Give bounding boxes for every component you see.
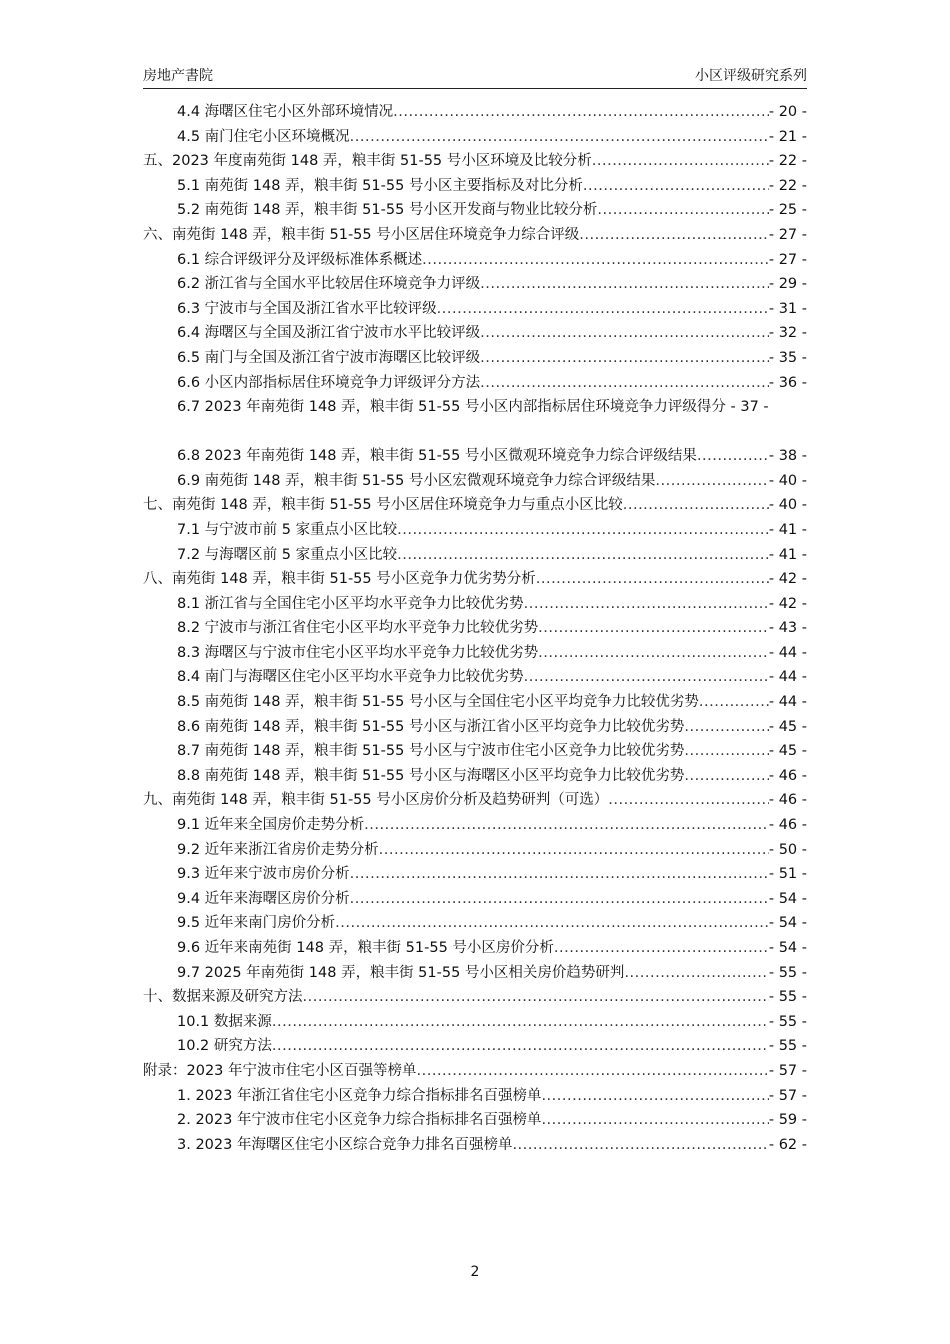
toc-entry-title: 5.1 南苑街 148 弄，粮丰街 51-55 号小区主要指标及对比分析 xyxy=(177,177,583,194)
toc-entry-title: 8.4 南门与海曙区住宅小区平均水平竞争力比较优劣势 xyxy=(177,669,524,686)
toc-entry-page: - 55 - xyxy=(768,1038,807,1055)
toc-entry-title: 6.3 宁波市与全国及浙江省水平比较评级 xyxy=(177,300,437,317)
toc-entry-title: 7.1 与宁波市前 5 家重点小区比较 xyxy=(177,521,398,538)
toc-dot-leader xyxy=(597,198,768,223)
toc-entry[interactable] xyxy=(143,1034,807,1059)
toc-dot-leader xyxy=(684,764,768,789)
toc-dot-leader xyxy=(480,346,769,371)
toc-entry-title: 6.8 2023 年南苑街 148 弄，粮丰街 51-55 号小区微观环境竞争力综合评级结果 xyxy=(177,448,697,465)
toc-entry-title: 6.9 南苑街 148 弄，粮丰街 51-55 号小区宏微观环境竞争力综合评级结果 xyxy=(177,472,656,489)
toc-entry[interactable] xyxy=(143,198,807,223)
toc-dot-leader xyxy=(335,911,769,936)
toc-entry-page: - 55 - xyxy=(768,964,807,981)
toc-dot-leader xyxy=(624,961,768,986)
toc-entry[interactable] xyxy=(143,346,807,371)
toc-dot-leader xyxy=(541,1108,768,1133)
toc-entry[interactable] xyxy=(143,936,807,961)
toc-entry-page: - 41 - xyxy=(768,521,807,538)
toc-entry-page: - 32 - xyxy=(768,325,807,342)
toc-dot-leader xyxy=(579,223,769,248)
toc-entry-page: - 42 - xyxy=(768,571,807,588)
toc-entry-title: 九、南苑街 148 弄，粮丰街 51-55 号小区房价分析及趋势研判（可选） xyxy=(143,792,609,809)
toc-entry-title: 7.2 与海曙区前 5 家重点小区比较 xyxy=(177,546,398,563)
toc-dot-leader xyxy=(536,567,769,592)
toc-dot-leader xyxy=(480,272,769,297)
toc-entry[interactable] xyxy=(143,788,807,813)
toc-dot-leader xyxy=(538,616,769,641)
toc-entry[interactable] xyxy=(143,690,807,715)
toc-entry-page: - 54 - xyxy=(768,940,807,956)
toc-entry[interactable] xyxy=(143,616,807,641)
toc-entry[interactable] xyxy=(143,297,807,322)
toc-entry-title: 6.1 综合评级评分及评级标准体系概述 xyxy=(177,251,423,268)
toc-dot-leader xyxy=(350,125,769,150)
toc-entry-title: 1. 2023 年浙江省住宅小区竞争力综合指标排名百强榜单 xyxy=(177,1087,542,1104)
toc-entry[interactable] xyxy=(143,493,807,518)
toc-dot-leader xyxy=(272,1010,769,1035)
toc-entry-page: - 57 - xyxy=(768,1087,807,1104)
toc-entry[interactable] xyxy=(143,715,807,740)
toc-entry[interactable] xyxy=(143,739,807,764)
toc-entry-page: - 44 - xyxy=(768,694,807,711)
toc-entry-page: - 22 - xyxy=(768,153,807,170)
toc-entry[interactable] xyxy=(143,764,807,789)
toc-dot-leader xyxy=(393,100,769,125)
toc-entry-title: 9.7 2025 年南苑街 148 弄，粮丰街 51-55 号小区相关房价趋势研判 xyxy=(177,964,625,981)
toc-dot-leader xyxy=(422,248,769,273)
toc-entry-page: - 41 - xyxy=(768,546,807,563)
toc-entry[interactable] xyxy=(143,125,807,150)
toc-entry-title: 8.2 宁波市与浙江省住宅小区平均水平竞争力比较优劣势 xyxy=(177,620,539,637)
toc-entry[interactable] xyxy=(143,444,807,469)
toc-entry-title: 五、2023 年度南苑街 148 弄，粮丰街 51-55 号小区环境及比较分析 xyxy=(143,153,592,170)
toc-entry-title: 附录：2023 年宁波市住宅小区百强等榜单 xyxy=(143,1062,417,1079)
toc-entry-title: 8.6 南苑街 148 弄，粮丰街 51-55 号小区与浙江省小区平均竞争力比较优劣势 xyxy=(177,718,685,735)
toc-entry-title: 9.5 近年来南门房价分析 xyxy=(177,915,336,932)
toc-dot-leader xyxy=(437,297,769,322)
toc-entry-page: - 38 - xyxy=(768,448,807,465)
toc-entry-title: 9.3 近年来宁波市房价分析 xyxy=(177,866,350,883)
page-header xyxy=(143,66,807,89)
toc-entry-page: - 29 - xyxy=(768,276,807,293)
toc-entry[interactable] xyxy=(143,395,807,444)
toc-entry[interactable] xyxy=(143,1059,807,1084)
toc-entry-page: - 22 - xyxy=(768,177,807,194)
toc-entry-title: 2. 2023 年宁波市住宅小区竞争力综合指标排名百强榜单 xyxy=(177,1112,542,1129)
toc-entry-page: - 42 - xyxy=(768,595,807,612)
toc-entry-title: 六、南苑街 148 弄，粮丰街 51-55 号小区居住环境竞争力综合评级 xyxy=(143,226,580,243)
toc-dot-leader xyxy=(512,1133,768,1158)
toc-entry-page: - 55 - xyxy=(768,989,807,1006)
toc-entry-title: 8.5 南苑街 148 弄，粮丰街 51-55 号小区与全国住宅小区平均竞争力比较优劣势 xyxy=(177,694,699,711)
table-of-contents xyxy=(143,100,807,1157)
toc-entry-page: - 50 - xyxy=(768,841,807,858)
toc-entry[interactable] xyxy=(143,248,807,273)
toc-entry-title: 6.5 南门与全国及浙江省宁波市海曙区比较评级 xyxy=(177,349,481,366)
toc-entry-title: 9.2 近年来浙江省房价走势分析 xyxy=(177,841,379,858)
toc-dot-leader xyxy=(397,518,769,543)
toc-entry-page: - 40 - xyxy=(768,472,807,489)
toc-dot-leader xyxy=(554,936,769,961)
toc-entry[interactable] xyxy=(143,321,807,346)
toc-dot-leader xyxy=(592,149,769,174)
toc-entry-page: - 57 - xyxy=(768,1062,807,1079)
toc-entry[interactable] xyxy=(143,1108,807,1133)
toc-entry-title: 9.4 近年来海曙区房价分析 xyxy=(177,890,350,907)
toc-entry-title: 6.6 小区内部指标居住环境竞争力评级评分方法 xyxy=(177,374,481,391)
toc-entry[interactable] xyxy=(143,862,807,887)
toc-dot-leader xyxy=(697,444,769,469)
toc-dot-leader xyxy=(541,1084,768,1109)
toc-dot-leader xyxy=(623,493,769,518)
toc-dot-leader xyxy=(524,665,769,690)
toc-entry-page: - 44 - xyxy=(768,669,807,686)
toc-entry-page: - 43 - xyxy=(768,620,807,637)
toc-entry[interactable] xyxy=(143,1133,807,1158)
toc-entry[interactable] xyxy=(143,543,807,568)
toc-entry-title: 4.5 南门住宅小区环境概况 xyxy=(177,128,350,145)
toc-dot-leader xyxy=(397,543,769,568)
toc-entry-title: 8.3 海曙区与宁波市住宅小区平均水平竞争力比较优劣势 xyxy=(177,644,539,661)
toc-entry[interactable] xyxy=(143,911,807,936)
toc-entry-page: - 21 - xyxy=(768,128,807,145)
toc-entry[interactable] xyxy=(143,838,807,863)
toc-entry-page: - 44 - xyxy=(768,644,807,661)
toc-dot-leader xyxy=(583,174,769,199)
toc-entry-page: - 45 - xyxy=(768,743,807,760)
toc-entry-page: - 27 - xyxy=(768,251,807,268)
toc-entry-page: - 31 - xyxy=(768,300,807,317)
toc-entry[interactable] xyxy=(143,100,807,125)
toc-entry-title: 十、数据来源及研究方法 xyxy=(143,989,303,1006)
toc-entry-title: 10.2 研究方法 xyxy=(177,1038,272,1055)
toc-entry-title: 8.7 南苑街 148 弄，粮丰街 51-55 号小区与宁波市住宅小区竞争力比较优劣势 xyxy=(177,743,685,760)
toc-dot-leader xyxy=(538,641,769,666)
toc-entry[interactable] xyxy=(143,469,807,494)
toc-dot-leader xyxy=(379,838,769,863)
toc-dot-leader xyxy=(684,715,768,740)
toc-entry-page: - 55 - xyxy=(768,1013,807,1030)
toc-dot-leader xyxy=(524,592,769,617)
toc-entry[interactable] xyxy=(143,567,807,592)
toc-entry-title: 8.1 浙江省与全国住宅小区平均水平竞争力比较优劣势 xyxy=(177,595,524,612)
toc-entry-page: - 40 - xyxy=(768,497,807,514)
toc-entry-title: 七、南苑街 148 弄，粮丰街 51-55 号小区居住环境竞争力与重点小区比较 xyxy=(143,497,623,514)
toc-entry[interactable] xyxy=(143,174,807,199)
toc-dot-leader xyxy=(303,985,769,1010)
toc-entry-page: - 45 - xyxy=(768,718,807,735)
toc-entry[interactable] xyxy=(143,149,807,174)
toc-entry[interactable] xyxy=(143,1084,807,1109)
toc-dot-leader xyxy=(655,469,768,494)
toc-dot-leader xyxy=(364,813,769,838)
toc-entry[interactable] xyxy=(143,371,807,396)
toc-entry-title: 4.4 海曙区住宅小区外部环境情况 xyxy=(177,104,394,120)
toc-entry[interactable] xyxy=(143,887,807,912)
toc-entry-title: 6.2 浙江省与全国水平比较居住环境竞争力评级 xyxy=(177,276,481,293)
toc-entry-title: 10.1 数据来源 xyxy=(177,1013,272,1030)
toc-entry-page: - 54 - xyxy=(768,890,807,907)
toc-entry-page: - 20 - xyxy=(768,104,807,120)
toc-entry[interactable] xyxy=(143,665,807,690)
toc-entry[interactable] xyxy=(143,641,807,666)
toc-entry[interactable] xyxy=(143,518,807,543)
toc-dot-leader xyxy=(350,887,769,912)
toc-dot-leader xyxy=(480,371,769,396)
toc-dot-leader xyxy=(272,1034,769,1059)
toc-entry-page: - 36 - xyxy=(768,374,807,391)
toc-entry[interactable] xyxy=(143,1010,807,1035)
toc-entry-title: 3. 2023 年海曙区住宅小区综合竞争力排名百强榜单 xyxy=(177,1136,513,1153)
toc-entry-page: - 51 - xyxy=(768,866,807,883)
toc-entry-page: - 62 - xyxy=(768,1136,807,1153)
toc-entry[interactable] xyxy=(143,985,807,1010)
header-publisher: 房地产書院 xyxy=(143,68,213,84)
toc-entry-page: - 46 - xyxy=(768,817,807,834)
toc-entry[interactable] xyxy=(143,961,807,986)
toc-entry-page: - 25 - xyxy=(768,202,807,219)
toc-dot-leader xyxy=(417,1059,769,1084)
toc-dot-leader xyxy=(684,739,768,764)
toc-entry-title: 8.8 南苑街 148 弄，粮丰街 51-55 号小区与海曙区小区平均竞争力比较优劣势 xyxy=(177,767,685,784)
toc-entry[interactable] xyxy=(143,223,807,248)
toc-entry-title: 6.4 海曙区与全国及浙江省宁波市水平比较评级 xyxy=(177,325,481,342)
toc-entry-page: - 46 - xyxy=(768,767,807,784)
toc-entry-title: 9.1 近年来全国房价走势分析 xyxy=(177,817,365,834)
toc-entry[interactable] xyxy=(143,272,807,297)
header-series-title: 小区评级研究系列 xyxy=(695,68,807,84)
toc-entry[interactable] xyxy=(143,592,807,617)
toc-entry-page: - 46 - xyxy=(768,792,807,809)
toc-dot-leader xyxy=(699,690,769,715)
toc-dot-leader xyxy=(480,321,769,346)
toc-entry-title: 八、南苑街 148 弄，粮丰街 51-55 号小区竞争力优劣势分析 xyxy=(143,571,536,588)
toc-entry-title: 6.7 2023 年南苑街 148 弄，粮丰街 51-55 号小区内部指标居住环境竞争力评级得分 - 37 - xyxy=(177,399,769,416)
toc-dot-leader xyxy=(350,862,769,887)
toc-entry-page: - 35 - xyxy=(768,349,807,366)
toc-entry-page: - 54 - xyxy=(768,915,807,932)
page-number: 2 xyxy=(470,1264,480,1280)
toc-entry-title: 9.6 近年来南苑街 148 弄，粮丰街 51-55 号小区房价分析 xyxy=(177,940,554,956)
toc-dot-leader xyxy=(608,788,769,813)
toc-entry[interactable] xyxy=(143,813,807,838)
toc-entry-title: 5.2 南苑街 148 弄，粮丰街 51-55 号小区开发商与物业比较分析 xyxy=(177,202,598,219)
toc-entry-page: - 27 - xyxy=(768,226,807,243)
toc-entry-page: - 59 - xyxy=(768,1112,807,1129)
